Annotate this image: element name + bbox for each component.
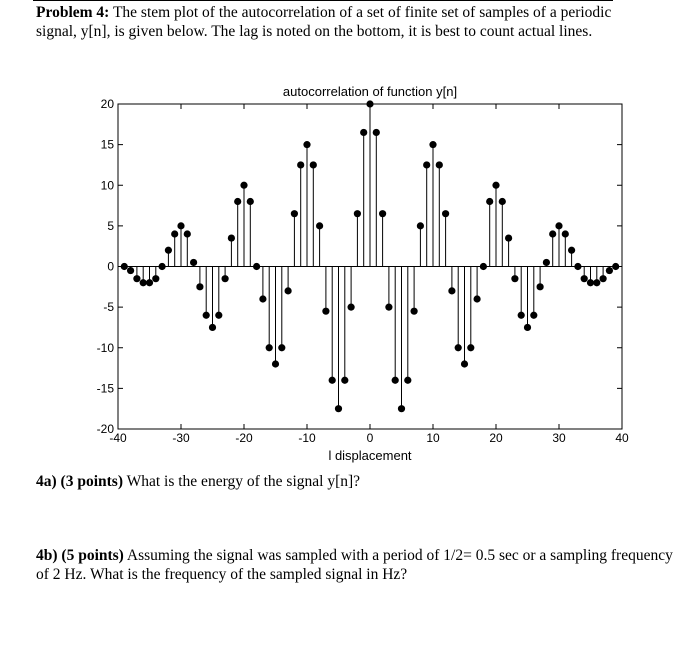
x-tick-label: 30 bbox=[552, 431, 566, 445]
stem-marker bbox=[190, 259, 197, 266]
stem-marker bbox=[146, 279, 153, 286]
stem-marker bbox=[140, 279, 147, 286]
stem-marker bbox=[303, 141, 310, 148]
stem-marker bbox=[436, 161, 443, 168]
stem-marker bbox=[524, 324, 531, 331]
stem-marker bbox=[159, 263, 166, 270]
stem-marker bbox=[121, 263, 128, 270]
stem-marker bbox=[177, 222, 184, 229]
stem-marker bbox=[379, 210, 386, 217]
stem-marker bbox=[612, 263, 619, 270]
stem-marker bbox=[499, 198, 506, 205]
x-tick-label: 40 bbox=[615, 431, 629, 445]
stem-marker bbox=[442, 210, 449, 217]
stem-marker bbox=[240, 182, 247, 189]
stem-marker bbox=[606, 267, 613, 274]
stem-marker bbox=[480, 263, 487, 270]
stem-marker bbox=[562, 230, 569, 237]
stem-marker bbox=[593, 279, 600, 286]
stem-marker bbox=[373, 129, 380, 136]
stem-marker bbox=[322, 308, 329, 315]
stem-marker bbox=[486, 198, 493, 205]
problem-text: The stem plot of the autocorrelation of a set of finite set of samples of a periodic signal, y[n], is given below. The lag is noted on the bottom, it is best to count actual lines. bbox=[36, 4, 612, 40]
stem-marker bbox=[467, 344, 474, 351]
stem-marker bbox=[341, 377, 348, 384]
stem-marker bbox=[228, 234, 235, 241]
stem-marker bbox=[266, 344, 273, 351]
stem-marker bbox=[133, 275, 140, 282]
stem-marker bbox=[398, 405, 405, 412]
x-tick-label: 0 bbox=[366, 431, 374, 445]
question-4a bbox=[36, 472, 676, 491]
stem-marker bbox=[492, 182, 499, 189]
x-tick-label: 20 bbox=[489, 431, 503, 445]
stem-marker bbox=[184, 230, 191, 237]
x-axis-label: l displacement bbox=[328, 448, 412, 463]
stem-marker bbox=[196, 283, 203, 290]
stem-marker bbox=[568, 247, 575, 254]
stem-marker bbox=[127, 267, 134, 274]
stem-marker bbox=[209, 324, 216, 331]
stem-marker bbox=[152, 275, 159, 282]
problem-label: Problem 4: bbox=[36, 4, 110, 21]
q4b-text: Assuming the signal was sampled with a period of 1/2= 0.5 sec or a sampling frequency of 2 Hz. What is the frequency of the sampled signal in Hz? bbox=[36, 547, 673, 583]
stem-marker bbox=[354, 210, 361, 217]
x-tick-label: 10 bbox=[426, 431, 440, 445]
stem-marker bbox=[518, 312, 525, 319]
x-tick-label: -40 bbox=[109, 431, 127, 445]
y-tick-label: -20 bbox=[96, 422, 114, 436]
stem-marker bbox=[335, 405, 342, 412]
stem-lines bbox=[118, 104, 622, 409]
stem-marker bbox=[543, 259, 550, 266]
stem-marker bbox=[555, 222, 562, 229]
stem-marker bbox=[429, 141, 436, 148]
y-tick-label: 15 bbox=[100, 137, 114, 152]
stem-marker bbox=[247, 198, 254, 205]
q4a-label: 4a) (3 points) bbox=[36, 473, 123, 490]
q4b-label: 4b) (5 points) bbox=[36, 547, 124, 564]
y-tick-label: 10 bbox=[100, 178, 114, 193]
stem-marker bbox=[474, 295, 481, 302]
stem-marker bbox=[203, 312, 210, 319]
stem-marker bbox=[234, 198, 241, 205]
y-tick-label: -15 bbox=[96, 381, 114, 396]
stem-marker bbox=[448, 287, 455, 294]
stem-marker bbox=[461, 360, 468, 367]
stem-marker bbox=[278, 344, 285, 351]
x-tick-label: -10 bbox=[298, 431, 316, 445]
stem-marker bbox=[505, 234, 512, 241]
stem-marker bbox=[253, 263, 260, 270]
stem-marker bbox=[171, 230, 178, 237]
x-tick-label: -30 bbox=[172, 431, 190, 445]
stem-marker bbox=[392, 377, 399, 384]
stem-marker bbox=[291, 210, 298, 217]
stem-marker bbox=[360, 129, 367, 136]
stem-marker bbox=[272, 360, 279, 367]
stem-marker bbox=[404, 377, 411, 384]
x-tick-label: -20 bbox=[235, 431, 253, 445]
y-tick-label: 20 bbox=[100, 97, 114, 111]
stem-marker bbox=[600, 275, 607, 282]
stem-marker bbox=[581, 275, 588, 282]
tick-labels bbox=[97, 97, 629, 445]
y-tick-label: 0 bbox=[107, 259, 114, 274]
stem-marker bbox=[165, 247, 172, 254]
stem-marker bbox=[411, 308, 418, 315]
y-tick-label: -5 bbox=[103, 300, 114, 315]
q4a-text: What is the energy of the signal y[n]? bbox=[126, 473, 361, 490]
stem-marker bbox=[285, 287, 292, 294]
stem-marker bbox=[511, 275, 518, 282]
stem-marker bbox=[348, 304, 355, 311]
stem-marker bbox=[574, 263, 581, 270]
y-tick-label: 5 bbox=[107, 218, 114, 233]
stem-marker bbox=[549, 230, 556, 237]
stem-marker bbox=[329, 377, 336, 384]
stem-marker bbox=[259, 295, 266, 302]
stem-marker bbox=[587, 279, 594, 286]
stem-marker bbox=[215, 312, 222, 319]
stem-marker bbox=[530, 312, 537, 319]
stem-marker bbox=[310, 161, 317, 168]
stem-marker bbox=[423, 161, 430, 168]
stem-marker bbox=[316, 222, 323, 229]
stem-marker bbox=[222, 275, 229, 282]
question-4b bbox=[36, 546, 676, 584]
chart-title: autocorrelation of function y[n] bbox=[282, 84, 458, 99]
stem-marker bbox=[385, 304, 392, 311]
stem-marker bbox=[455, 344, 462, 351]
stem-marker bbox=[417, 222, 424, 229]
y-tick-label: -10 bbox=[96, 340, 114, 355]
stem-marker bbox=[537, 283, 544, 290]
stem-marker bbox=[297, 161, 304, 168]
